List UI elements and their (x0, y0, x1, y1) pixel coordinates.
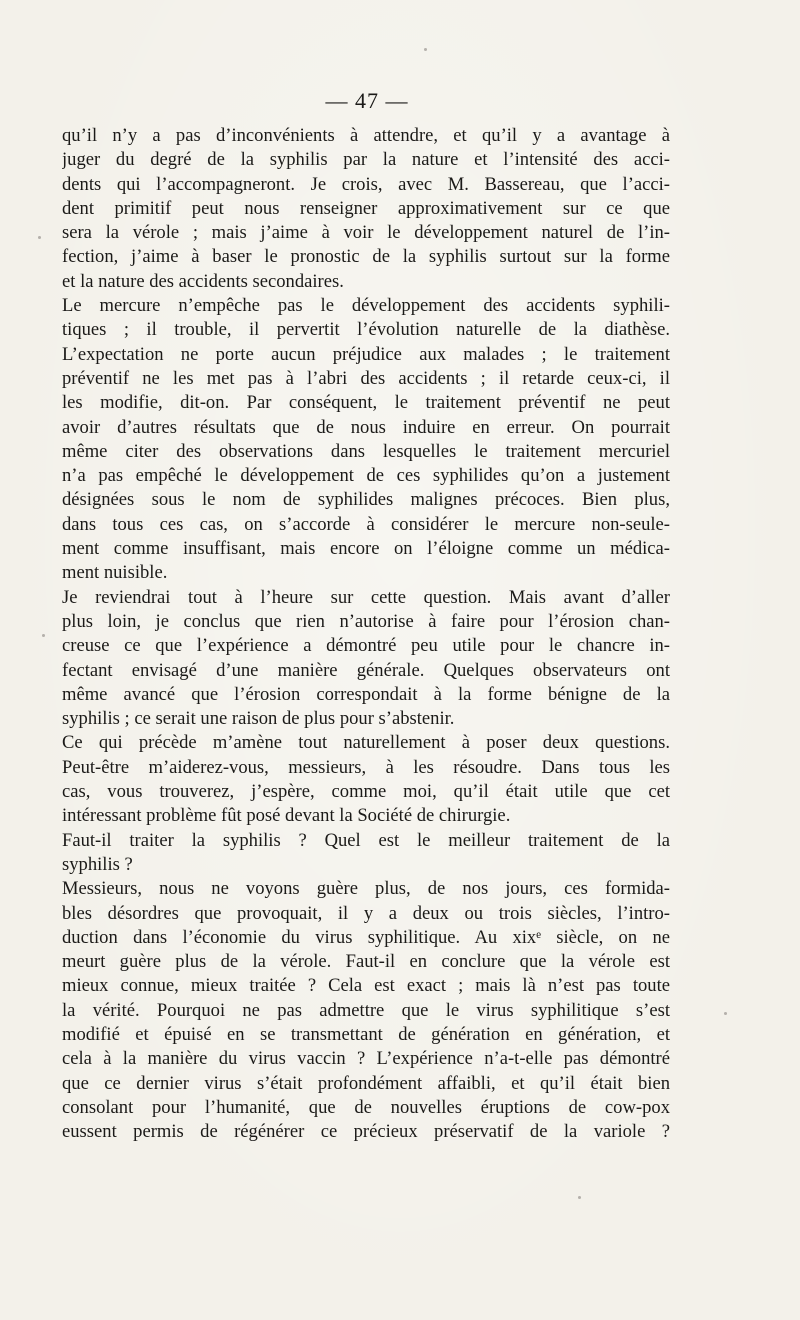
text-line: et la nature des accidents secondaires. (62, 270, 344, 292)
text-line: modifié et épuisé en se transmettant de génération en génération, et (62, 1023, 670, 1045)
text-line: Je reviendrai tout à l’heure sur cette question. Mais avant d’aller (62, 586, 670, 608)
text-line: avoir d’autres résultats que de nous induire en erreur. On pourrait (62, 416, 670, 438)
text-line: que ce dernier virus s’était profondément affaibli, et qu’il était bien (62, 1072, 670, 1094)
text-line: la vérité. Pourquoi ne pas admettre que le virus syphilitique s’est (62, 999, 670, 1021)
text-line: sera la vérole ; mais j’aime à voir le développement naturel de l’in- (62, 222, 670, 244)
paper-speck (42, 634, 45, 637)
text-line: syphilis ; ce serait une raison de plus pour s’abstenir. (62, 708, 455, 730)
text-line: meurt guère plus de la vérole. Faut-il en conclure que la vérole est (62, 951, 670, 973)
paper-speck (724, 1012, 727, 1015)
text-line: creuse ce que l’expérience a démontré peu utile pour le chancre in- (62, 635, 670, 657)
text-line: qu’il n’y a pas d’inconvénients à attendre, et qu’il y a avantage à (62, 125, 670, 146)
text-line: préventif ne les met pas à l’abri des accidents ; il retarde ceux-ci, il (62, 367, 670, 389)
paper-speck (578, 1196, 581, 1199)
body-text (62, 124, 670, 1144)
text-line: désignées sous le nom de syphilides malignes précoces. Bien plus, (62, 489, 670, 511)
text-line: cela à la manière du virus vaccin ? L’expérience n’a-t-elle pas démontré (62, 1048, 670, 1070)
text-line: syphilis ? (62, 853, 133, 875)
text-line: Peut-être m’aiderez-vous, messieurs, à les résoudre. Dans tous les (62, 756, 670, 778)
text-line: même avancé que l’érosion correspondait à la forme bénigne de la (62, 683, 670, 705)
text-line: dent primitif peut nous renseigner approximativement sur ce que (62, 197, 670, 219)
page-number: — 47 — (325, 88, 409, 113)
text-line: intéressant problème fût posé devant la Société de chirurgie. (62, 805, 511, 827)
text-line: fectant envisagé d’une manière générale. Quelques observateurs ont (62, 659, 670, 681)
text-line: juger du degré de la syphilis par la nature et l’intensité des acci- (62, 149, 670, 171)
text-line: dans tous ces cas, on s’accorde à considérer le mercure non-seule- (62, 513, 670, 535)
paper-speck (38, 236, 41, 239)
text-line: ment comme insuffisant, mais encore on l’éloigne comme un médica- (62, 538, 670, 560)
text-line: même citer des observations dans lesquelles le traitement mercuriel (62, 440, 670, 462)
text-line: Ce qui précède m’amène tout naturellement à poser deux questions. (62, 732, 670, 754)
text-line: n’a pas empêché le développement de ces syphilides qu’on a justement (62, 465, 670, 487)
text-line: Messieurs, nous ne voyons guère plus, de nos jours, ces formida- (62, 878, 670, 900)
text-line: L’expectation ne porte aucun préjudice aux malades ; le traitement (62, 343, 670, 365)
paper-speck (424, 48, 427, 51)
text-line: fection, j’aime à baser le pronostic de la syphilis surtout sur la forme (62, 246, 670, 268)
text-line: eussent permis de régénérer ce précieux préservatif de la variole ? (62, 1121, 670, 1143)
text-line: cas, vous trouverez, j’espère, comme moi, qu’il était utile que cet (62, 781, 670, 803)
text-line: mieux connue, mieux traitée ? Cela est exact ; mais là n’est pas toute (62, 975, 670, 997)
text-line: dents qui l’accompagneront. Je crois, avec M. Bassereau, que l’acci- (62, 173, 670, 195)
text-line: duction dans l’économie du virus syphilitique. Au xixᵉ siècle, on ne (62, 926, 670, 948)
text-line: les modifie, dit-on. Par conséquent, le traitement préventif ne peut (62, 392, 670, 414)
text-line: Faut-il traiter la syphilis ? Quel est le meilleur traitement de la (62, 829, 670, 851)
text-line: plus loin, je conclus que rien n’autorise à faire pour l’érosion chan- (62, 610, 670, 632)
text-line: consolant pour l’humanité, que de nouvelles éruptions de cow-pox (62, 1096, 670, 1118)
text-line: Le mercure n’empêche pas le développement des accidents syphili- (62, 295, 670, 317)
text-line: tiques ; il trouble, il pervertit l’évolution naturelle de la diathèse. (62, 319, 670, 341)
text-line: bles désordres que provoquait, il y a deux ou trois siècles, l’intro- (62, 902, 670, 924)
text-line: ment nuisible. (62, 562, 168, 584)
